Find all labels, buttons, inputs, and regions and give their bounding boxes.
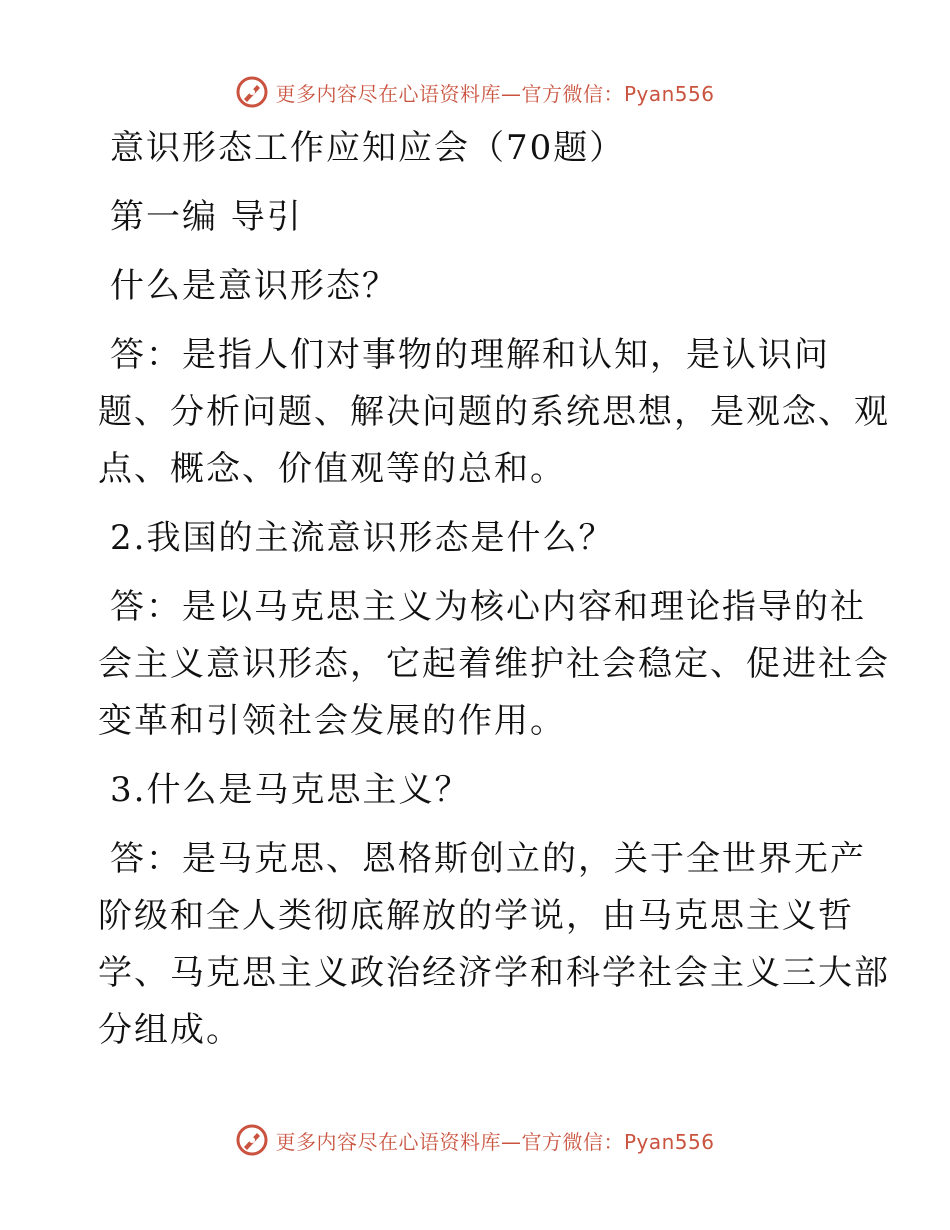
answer-line: 点、概念、价值观等的总和。 xyxy=(98,449,566,489)
answer-line: 答：是马克思、恩格斯创立的，关于全世界无产 xyxy=(110,839,866,879)
qa-item xyxy=(98,510,890,750)
qa-item xyxy=(98,258,890,498)
footer-banner-text: 更多内容尽在心语资料库—官方微信：Pyan556 xyxy=(275,1129,715,1154)
answer-line: 答：是指人们对事物的理解和认知，是认识问 xyxy=(110,335,830,375)
answer-line: 题、分析问题、解决问题的系统思想，是观念、观 xyxy=(98,392,890,432)
document-body xyxy=(98,120,890,1059)
qa-item xyxy=(98,762,890,1059)
answer-line: 阶级和全人类彻底解放的学说，由马克思主义哲 xyxy=(98,896,854,936)
section-heading: 第一编 导引 xyxy=(110,197,303,237)
pen-logo-icon xyxy=(235,75,269,109)
document-title: 意识形态工作应知应会（70题） xyxy=(110,128,626,168)
question-text: 什么是意识形态？ xyxy=(110,266,398,306)
answer-line: 学、马克思主义政治经济学和科学社会主义三大部 xyxy=(98,953,890,993)
pen-logo-icon xyxy=(235,1123,269,1157)
answer-line: 分组成。 xyxy=(98,1010,242,1050)
header-banner-text: 更多内容尽在心语资料库—官方微信：Pyan556 xyxy=(275,81,715,106)
answer-line: 会主义意识形态，它起着维护社会稳定、促进社会 xyxy=(98,644,890,684)
question-text: 2.我国的主流意识形态是什么？ xyxy=(110,518,615,558)
answer-line: 答：是以马克思主义为核心内容和理论指导的社 xyxy=(110,587,866,627)
answer-line: 变革和引领社会发展的作用。 xyxy=(98,701,566,741)
footer-banner xyxy=(0,1118,950,1162)
question-text: 3.什么是马克思主义？ xyxy=(110,770,471,810)
header-banner xyxy=(0,70,950,114)
